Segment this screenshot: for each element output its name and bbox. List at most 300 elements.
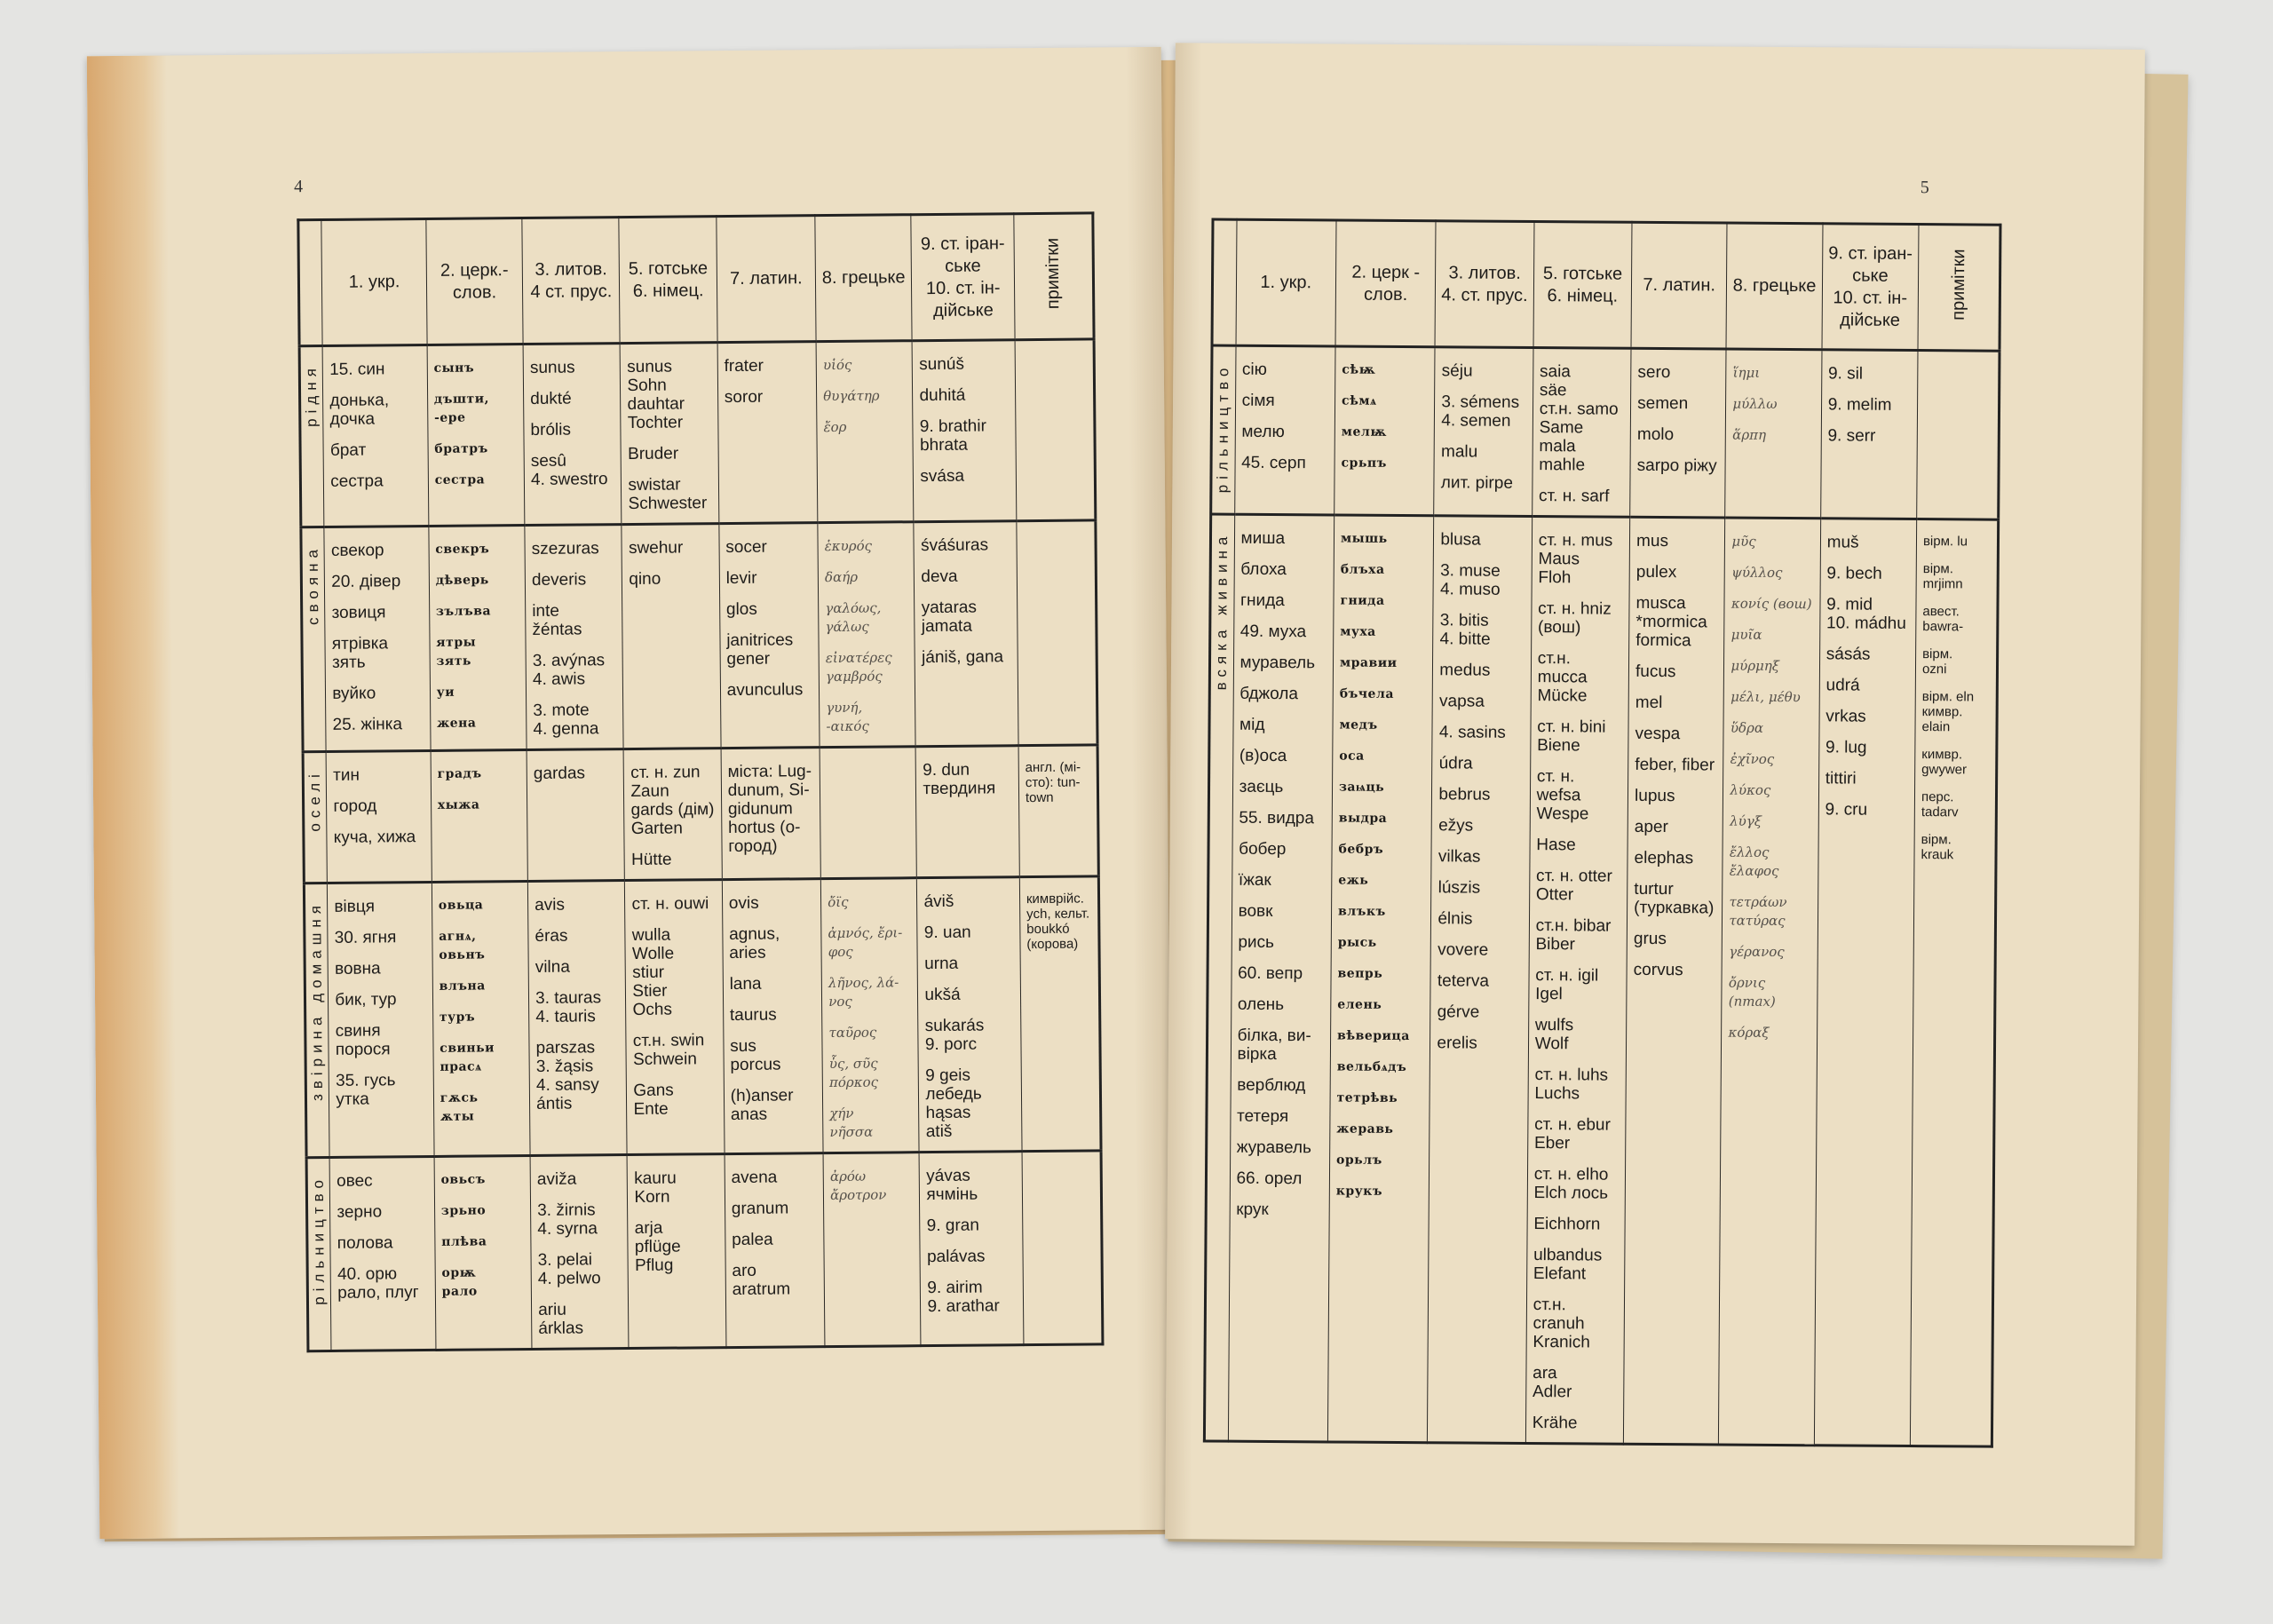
cell-entry: ὄρνις (птах) <box>1728 974 1776 1010</box>
cell-entry: avena <box>731 1168 778 1188</box>
table-cell <box>1327 515 1434 1443</box>
cell-entry: deveris <box>531 570 587 590</box>
cell-entry: corvus <box>1633 960 1683 980</box>
column-header <box>321 218 427 345</box>
cell-entry: олень <box>1237 994 1285 1015</box>
cell-entry: 49. муха <box>1239 622 1307 642</box>
cell-entry: вѣверица <box>1337 1028 1410 1044</box>
cell-entry: bebrus <box>1438 785 1491 804</box>
cell-entry: 25. жінка <box>332 715 403 734</box>
cell-entry: 66. орел <box>1236 1168 1303 1189</box>
column-header-label: 7. латин. <box>1643 274 1716 296</box>
cell-entry: лит. pirpe <box>1440 473 1513 493</box>
cell-entry: 9. sil <box>1827 364 1864 384</box>
table-cell <box>523 344 622 526</box>
cell-entry: blusa <box>1440 530 1481 550</box>
table-cell <box>527 749 625 882</box>
cell-entry: arja pflüge Pflug <box>634 1218 681 1275</box>
column-header <box>1435 221 1533 348</box>
table-cell <box>326 750 432 883</box>
cell-entry: aviža <box>536 1169 577 1189</box>
cell-entry: Eichhorn <box>1533 1215 1601 1234</box>
cell-entry: тетеря <box>1236 1106 1289 1127</box>
section-row <box>299 339 1096 527</box>
cell-entry: ovis <box>728 893 759 914</box>
section-group-label <box>306 1157 331 1351</box>
cell-entry: ст. н. hniz (вош) <box>1537 599 1612 638</box>
section-group-label <box>304 883 329 1157</box>
cell-entry: taurus <box>729 1005 777 1026</box>
cell-entry: kauru Korn <box>634 1168 677 1207</box>
column-header-label: 5. готське 6. німец. <box>628 257 709 301</box>
column-header-label: 2. церк.- слов. <box>440 259 509 303</box>
cell-entry: sásás <box>1826 645 1871 664</box>
cell-entry: 45. серп <box>1241 453 1306 473</box>
cell-entry: inte žéntas <box>532 601 582 639</box>
cell-entry: дѣверь <box>435 573 489 588</box>
column-header <box>1014 213 1094 340</box>
cell-entry: сѣѭ <box>1342 362 1376 377</box>
cell-entry: бик, тур <box>335 990 397 1010</box>
column-header-label: 8. грецьке <box>821 267 906 289</box>
table-cell <box>427 345 525 527</box>
group-header-cell <box>1212 219 1237 345</box>
cell-entry: рысь <box>1337 935 1377 950</box>
cell-entry: миша <box>1240 528 1286 549</box>
cell-entry: vilkas <box>1437 847 1481 867</box>
cell-entry: ἅρπη <box>1732 426 1767 443</box>
cell-entry: musca *mormica formica <box>1635 593 1707 651</box>
table-cell <box>1017 520 1097 746</box>
cell-entry: ст. н. mus Maus Floh <box>1538 531 1613 588</box>
cell-entry: udrá <box>1826 676 1860 695</box>
table-cell <box>1234 345 1335 515</box>
column-header-label: 2. церк - слов. <box>1351 262 1421 305</box>
cell-entry: орьлъ <box>1336 1153 1382 1168</box>
cell-entry: urna <box>924 954 959 974</box>
cell-entry: ἑκυρός <box>824 537 873 555</box>
cell-entry: туръ <box>439 1010 476 1025</box>
cell-entry: avis <box>535 895 566 915</box>
cell-entry: (в)оса <box>1239 746 1287 766</box>
cell-entry: ukšá <box>924 985 961 1005</box>
cell-entry: 4. sasins <box>1438 723 1506 742</box>
section-row <box>1204 514 1998 1446</box>
cell-entry: муха <box>1340 624 1376 639</box>
cell-entry: вірм. lu <box>1922 534 1968 550</box>
cell-entry: 3. sémens 4. semen <box>1441 392 1520 431</box>
cell-entry: mel <box>1635 693 1663 713</box>
cell-entry: 3. tauras 4. tauris <box>535 988 602 1026</box>
cell-entry: влъна <box>439 978 486 994</box>
cell-entry: μυῖα <box>1730 626 1762 643</box>
group-label-text: рідня <box>302 363 321 427</box>
cell-entry: levir <box>725 568 757 589</box>
cell-entry: овес <box>337 1171 373 1191</box>
column-header <box>1822 224 1919 351</box>
column-header-label: 3. литов. 4. ст. прус. <box>1441 262 1528 305</box>
column-header-label: примітки <box>1948 249 1968 321</box>
cell-entry: εἰνατέρες γαμβρός <box>825 649 892 685</box>
page-number: 4 <box>293 177 304 197</box>
cell-entry: зовиця <box>331 603 386 622</box>
cell-entry: братръ <box>434 441 488 456</box>
cell-entry: janitrices gener <box>726 630 794 669</box>
cell-entry: λύκος <box>1730 781 1771 798</box>
group-label-text: рільництво <box>309 1175 329 1305</box>
cell-entry: вепрь <box>1337 966 1383 981</box>
cell-entry: ежь <box>1338 873 1369 888</box>
cell-entry: λύγξ <box>1730 812 1762 829</box>
column-header-label: 1. укр. <box>1260 272 1312 293</box>
cell-entry: овьсъ <box>440 1172 486 1187</box>
cell-entry: śváśuras <box>920 535 989 556</box>
cell-entry: овьца <box>438 898 484 913</box>
cell-entry: полова <box>337 1233 393 1253</box>
cell-entry: вовна <box>334 959 381 978</box>
cell-entry: 15. син <box>329 360 385 379</box>
cell-entry: куча, хижа <box>333 828 416 847</box>
group-label-text: всяка живина <box>1213 531 1232 691</box>
table-cell <box>1228 514 1334 1442</box>
cell-entry: хыжа <box>437 797 480 812</box>
cell-entry: ст. н. luhs Luchs <box>1534 1066 1609 1104</box>
column-header-label: 7. латин. <box>730 268 803 289</box>
column-header-label: 8. грецьке <box>1732 275 1817 297</box>
cell-entry: сію <box>1241 360 1267 379</box>
cell-entry: 9. dun твердиня <box>923 760 996 799</box>
cell-entry: елень <box>1337 997 1382 1012</box>
cell-entry: séju <box>1441 361 1473 381</box>
cell-entry: крукъ <box>1335 1184 1383 1199</box>
table-cell <box>1428 516 1532 1444</box>
table-cell <box>525 525 624 750</box>
cell-entry: mus <box>1636 531 1669 551</box>
table-cell <box>914 521 1018 747</box>
cell-entry: fucus <box>1635 661 1676 682</box>
table-cell <box>431 750 528 883</box>
table-cell <box>623 749 722 881</box>
cell-entry: λῆνος, λά- νος <box>828 974 899 1010</box>
cell-entry: ст. н. wefsa Wespe <box>1536 767 1589 824</box>
table-cell <box>725 1153 825 1348</box>
column-header <box>815 215 913 342</box>
cell-entry: влъкъ <box>1337 904 1386 919</box>
cell-entry: 35. гусь утка <box>336 1071 396 1109</box>
cell-entry: свиня порося <box>335 1021 391 1059</box>
cell-entry: 3. muse 4. muso <box>1439 561 1501 599</box>
table-cell <box>1018 745 1098 877</box>
cell-entry: ara Adler <box>1532 1364 1572 1402</box>
table-cell <box>816 341 914 523</box>
cell-entry: ariu árklas <box>538 1300 584 1338</box>
table-cell <box>1623 517 1725 1445</box>
cell-entry: ἔλλος ἔλαφος <box>1729 844 1779 879</box>
cell-entry: ulbandus Elefant <box>1532 1246 1603 1284</box>
column-header-label: примітки <box>1042 237 1064 310</box>
cell-entry: frater <box>724 356 764 376</box>
cell-entry: γέρανος <box>1729 943 1785 961</box>
page-number: 5 <box>1920 178 1929 198</box>
cell-entry: lana <box>729 974 762 994</box>
column-header <box>1533 222 1632 349</box>
section-group-label <box>301 527 327 751</box>
cell-entry: θυγάτηρ <box>823 387 880 405</box>
cell-entry: yávas ячмінь <box>926 1166 978 1205</box>
cell-entry: перс. tadarv <box>1921 789 1959 820</box>
cell-entry: Hase <box>1536 836 1576 855</box>
cell-entry: ст.н. cranuh Kranich <box>1532 1295 1590 1352</box>
cell-entry: (h)anser anas <box>730 1086 794 1125</box>
cell-entry: dukté <box>530 389 572 408</box>
column-header <box>1726 223 1822 350</box>
cell-entry: ežys <box>1438 816 1474 836</box>
cell-entry: palávas <box>926 1247 986 1267</box>
cell-entry: бъчела <box>1339 686 1394 701</box>
column-header <box>1236 219 1336 346</box>
cell-entry: 9. gran <box>926 1216 979 1236</box>
cell-entry: медъ <box>1339 717 1378 733</box>
cell-entry: glos <box>725 599 757 620</box>
cell-entry: 9. uan <box>923 923 971 943</box>
section-row <box>304 876 1101 1158</box>
table-cell <box>916 746 1020 878</box>
table-cell <box>322 345 428 527</box>
cell-entry: выдра <box>1338 811 1388 826</box>
cell-entry: 9. airim 9. arathar <box>927 1278 1000 1317</box>
group-label-text: рільництво <box>1214 362 1232 494</box>
cell-entry: palea <box>732 1230 773 1250</box>
cell-entry: ст. н. ebur Eber <box>1533 1115 1611 1153</box>
column-header <box>1918 225 2000 352</box>
cell-entry: ст. н. otter Otter <box>1535 867 1612 905</box>
cell-entry: зрьно <box>440 1203 487 1218</box>
cell-entry: ст.н. mucca Mücke <box>1537 649 1588 706</box>
cell-entry: жена <box>436 716 477 731</box>
cell-entry: aro aratrum <box>732 1261 791 1300</box>
cell-entry: заѩць <box>1338 780 1385 795</box>
cell-entry: δαήρ <box>824 568 859 586</box>
cell-entry: erelis <box>1437 1034 1477 1053</box>
cell-entry: вовк <box>1238 901 1273 921</box>
cell-entry: socer <box>725 537 767 558</box>
cell-entry: turtur (туркавка) <box>1634 879 1715 918</box>
column-header <box>1335 220 1436 347</box>
cell-entry: їжак <box>1238 870 1271 890</box>
table-cell <box>627 1154 725 1349</box>
cell-entry: вельбѧдъ <box>1336 1059 1407 1075</box>
column-header <box>717 216 817 343</box>
cell-entry: 9. mid 10. mádhu <box>1826 595 1906 633</box>
cell-entry: wulla Wolle stiur Stier Ochs <box>631 925 675 1019</box>
cell-entry: μῦς <box>1731 533 1756 550</box>
cell-entry: верблюд <box>1237 1075 1306 1096</box>
cell-entry: свиньи прасѧ <box>440 1041 495 1074</box>
table-cell <box>913 340 1017 522</box>
cell-entry: vrkas <box>1826 707 1866 726</box>
cell-entry: tittiri <box>1825 769 1857 788</box>
cell-entry: sus porcus <box>730 1036 781 1075</box>
cell-entry: feber, fiber <box>1635 755 1715 775</box>
table-cell <box>818 522 916 748</box>
cell-entry: сімя <box>1241 391 1275 410</box>
cell-entry: saia säe ст.н. samo Same mala mahle <box>1539 362 1619 475</box>
cell-entry: 60. вепр <box>1238 963 1303 984</box>
cell-entry: brólis <box>530 420 572 440</box>
cell-entry: рись <box>1238 932 1275 953</box>
cell-entry: 9. bech <box>1826 564 1882 583</box>
cell-entry: ст. н. sarf <box>1539 487 1610 506</box>
cell-entry: 3. mote 4. genna <box>533 701 599 739</box>
cell-entry: бджола <box>1239 684 1299 704</box>
cell-entry: jániš, gana <box>922 647 1004 668</box>
cell-entry: вуйко <box>332 684 376 703</box>
group-label-text: свояна <box>304 544 322 626</box>
cell-entry: sukarás 9. porc <box>924 1016 985 1055</box>
table-cell <box>1022 1151 1103 1345</box>
cell-entry: Gans Ente <box>633 1081 674 1119</box>
cell-entry: vovere <box>1437 940 1489 960</box>
cell-entry: Krähe <box>1532 1414 1578 1433</box>
cell-entry: мышь <box>1340 531 1388 546</box>
cell-entry: ὗς, σῦς πόρκος <box>828 1055 879 1091</box>
table-cell <box>1015 339 1096 521</box>
table-cell <box>820 878 919 1153</box>
cell-entry: 40. орю рало, плуг <box>337 1264 419 1303</box>
cell-entry: áviš <box>923 891 954 912</box>
cell-entry: крук <box>1236 1200 1269 1219</box>
column-header <box>1631 222 1727 349</box>
cell-entry: білка, ви- вірка <box>1237 1026 1311 1065</box>
cell-entry: мелю <box>1241 422 1285 442</box>
cell-entry: город <box>333 796 377 816</box>
cell-entry: gardas <box>533 764 586 783</box>
cell-entry: gérve <box>1437 1002 1480 1022</box>
cell-entry: sunus Sohn dauhtar Tochter <box>627 357 685 433</box>
cell-entry: parszas 3. žąsis 4. sansy ántis <box>535 1038 599 1113</box>
section-group-label <box>303 751 328 883</box>
cell-entry: κόραξ <box>1728 1024 1770 1041</box>
table-cell <box>1725 349 1822 519</box>
cell-entry: γαλόως, γάλως <box>825 599 882 636</box>
cell-entry: ст. н. zun Zaun gards (дім) Garten <box>630 763 715 838</box>
cell-entry: блъха <box>1340 562 1385 577</box>
cell-entry: avunculus <box>726 680 804 701</box>
header-row <box>298 213 1094 346</box>
table-cell <box>917 877 1022 1153</box>
cell-entry: вірм. krauk <box>1921 832 1954 863</box>
group-label-text: звірина домашня <box>307 900 327 1102</box>
cell-entry: ст.н. swin Schwein <box>632 1031 705 1069</box>
cell-entry: medus <box>1439 661 1491 680</box>
table-cell <box>1917 351 2000 520</box>
section-group-label <box>1211 345 1236 514</box>
cell-entry: уи <box>436 685 455 700</box>
cell-entry: кимврійс. ych, кельт. boukkó (корова) <box>1026 891 1090 953</box>
cell-entry: vapsa <box>1439 692 1485 711</box>
cell-entry: éras <box>535 926 568 946</box>
column-header <box>911 214 1015 341</box>
cell-entry: sarpo ріжу <box>1636 456 1717 476</box>
column-header-label: 3. литов. 4 ст. прус. <box>530 258 613 302</box>
cell-entry: υἱός <box>822 356 852 374</box>
cell-entry: ἵημι <box>1732 364 1761 381</box>
cell-entry: срьпъ <box>1341 456 1387 471</box>
cell-entry: ст. н. elho Elch лось <box>1533 1165 1609 1203</box>
column-header <box>522 218 621 345</box>
cell-entry: англ. (мі- сто): tun- town <box>1025 759 1081 806</box>
cell-entry: ст. н. ouwi <box>631 894 709 914</box>
cell-entry: molo <box>1636 424 1675 445</box>
table-cell <box>434 1156 532 1351</box>
cell-entry: ταῦρος <box>828 1024 877 1042</box>
cell-entry: ст. н. igil Igel <box>1535 966 1599 1004</box>
cell-entry: 20. дівер <box>331 572 401 591</box>
cell-entry: свекръ <box>435 542 490 557</box>
table-cell <box>328 882 434 1157</box>
cell-entry: sunus <box>529 358 575 377</box>
cell-entry: μύλλω <box>1732 395 1778 412</box>
cell-entry: агнѧ, овьнъ <box>439 929 486 963</box>
cell-entry: 9 geis лебедь hąsas atiš <box>925 1066 982 1142</box>
cell-entry: ἀμνός, ἔρι- φος <box>828 924 903 961</box>
cell-entry: lúszis <box>1437 878 1481 898</box>
cell-entry: зерно <box>337 1202 383 1222</box>
column-header <box>619 217 717 344</box>
cell-entry: duhitá <box>919 385 966 406</box>
cell-entry: блоха <box>1240 559 1287 580</box>
table-cell <box>1910 519 1998 1447</box>
table-cell <box>530 1155 629 1350</box>
cell-entry: ἐχῖνος <box>1730 750 1775 767</box>
cell-entry: semen <box>1637 393 1689 414</box>
cell-entry: lupus <box>1635 786 1675 806</box>
cell-entry: сынъ <box>433 360 475 376</box>
table-cell <box>1719 518 1821 1446</box>
cell-entry: міста: Lug- dunum, Si- gidunum hortus (о- город) <box>727 762 812 857</box>
table-cell <box>1334 346 1436 516</box>
cell-entry: κονίς (вош) <box>1730 595 1812 613</box>
cell-entry: vespa <box>1635 724 1681 744</box>
table-cell <box>625 880 725 1155</box>
cell-entry: teterva <box>1437 971 1490 991</box>
column-header-label: 1. укр. <box>348 272 400 292</box>
table-cell <box>722 879 823 1154</box>
cell-entry: ἔορ <box>823 418 847 436</box>
cell-entry: malu <box>1440 442 1478 462</box>
cell-entry: тетрѣвь <box>1336 1090 1398 1105</box>
cell-entry: бебръ <box>1338 842 1384 857</box>
section-row <box>306 1151 1103 1351</box>
table-cell <box>622 524 721 749</box>
table-cell <box>719 523 820 749</box>
cell-entry: qino <box>629 569 661 590</box>
cell-entry: кимвр. gwywer <box>1921 747 1968 778</box>
cell-entry: ст. н. bini Biene <box>1537 717 1606 756</box>
table-cell <box>823 1153 921 1347</box>
cell-entry: орѭ рало <box>441 1265 478 1299</box>
section-row <box>1211 345 2000 519</box>
cell-entry: дъшти, -ере <box>433 392 490 425</box>
table-cell <box>1630 348 1727 518</box>
cell-entry: 30. ягня <box>334 928 397 947</box>
cell-entry: мід <box>1239 715 1265 734</box>
cell-entry: вірм. ozni <box>1921 646 1953 677</box>
cell-entry: muš <box>1826 533 1859 552</box>
cell-entry: vilna <box>535 957 570 977</box>
cell-entry: 9. serr <box>1827 426 1876 446</box>
column-header-label: 5. готське 6. німец. <box>1542 263 1623 306</box>
